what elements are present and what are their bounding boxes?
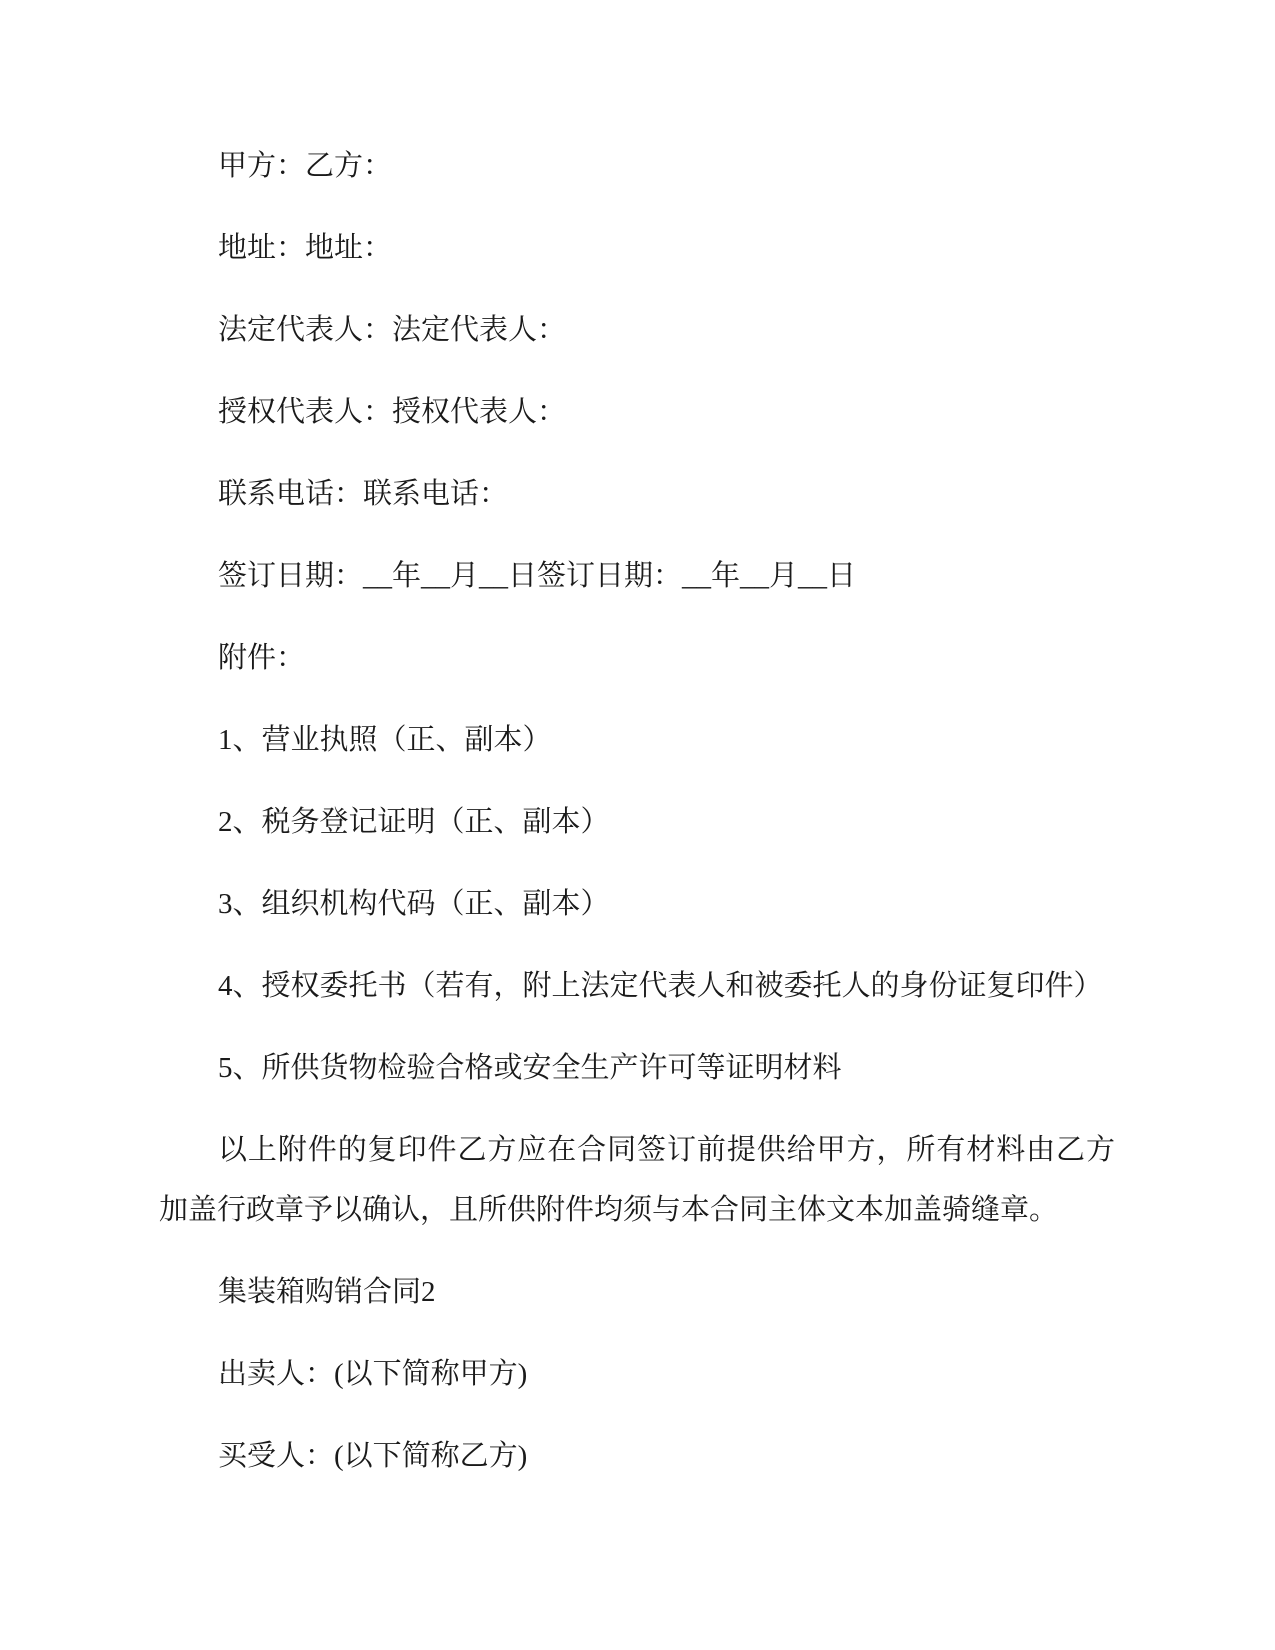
- attachments-note-paragraph: 以上附件的复印件乙方应在合同签订前提供给甲方，所有材料由乙方加盖行政章予以确认，且所供附件均须与本合同主体文本加盖骑缝章。: [159, 1134, 1115, 1226]
- attachment-item-2: 2、税务登记证明（正、副本）: [218, 806, 610, 838]
- contract-title-2: 集装箱购销合同2: [218, 1276, 436, 1308]
- signing-date-line: 签订日期：__年__月__日签订日期：__年__月__日: [218, 560, 857, 592]
- attachment-item-5: 5、所供货物检验合格或安全生产许可等证明材料: [218, 1052, 842, 1084]
- attachment-item-3: 3、组织机构代码（正、副本）: [218, 888, 610, 920]
- legal-representative-line: 法定代表人：法定代表人：: [218, 314, 567, 346]
- party-names-line: 甲方：乙方：: [218, 150, 393, 182]
- attachment-item-1: 1、营业执照（正、副本）: [218, 724, 552, 756]
- address-line: 地址：地址：: [218, 232, 393, 264]
- attachment-item-4: 4、授权委托书（若有，附上法定代表人和被委托人的身份证复印件）: [218, 970, 1103, 1002]
- authorized-representative-line: 授权代表人：授权代表人：: [218, 396, 567, 428]
- attachments-heading: 附件：: [218, 642, 306, 674]
- seller-line: 出卖人：(以下简称甲方): [218, 1358, 528, 1390]
- contact-phone-line: 联系电话：联系电话：: [218, 478, 509, 510]
- buyer-line: 买受人：(以下简称乙方): [218, 1440, 528, 1472]
